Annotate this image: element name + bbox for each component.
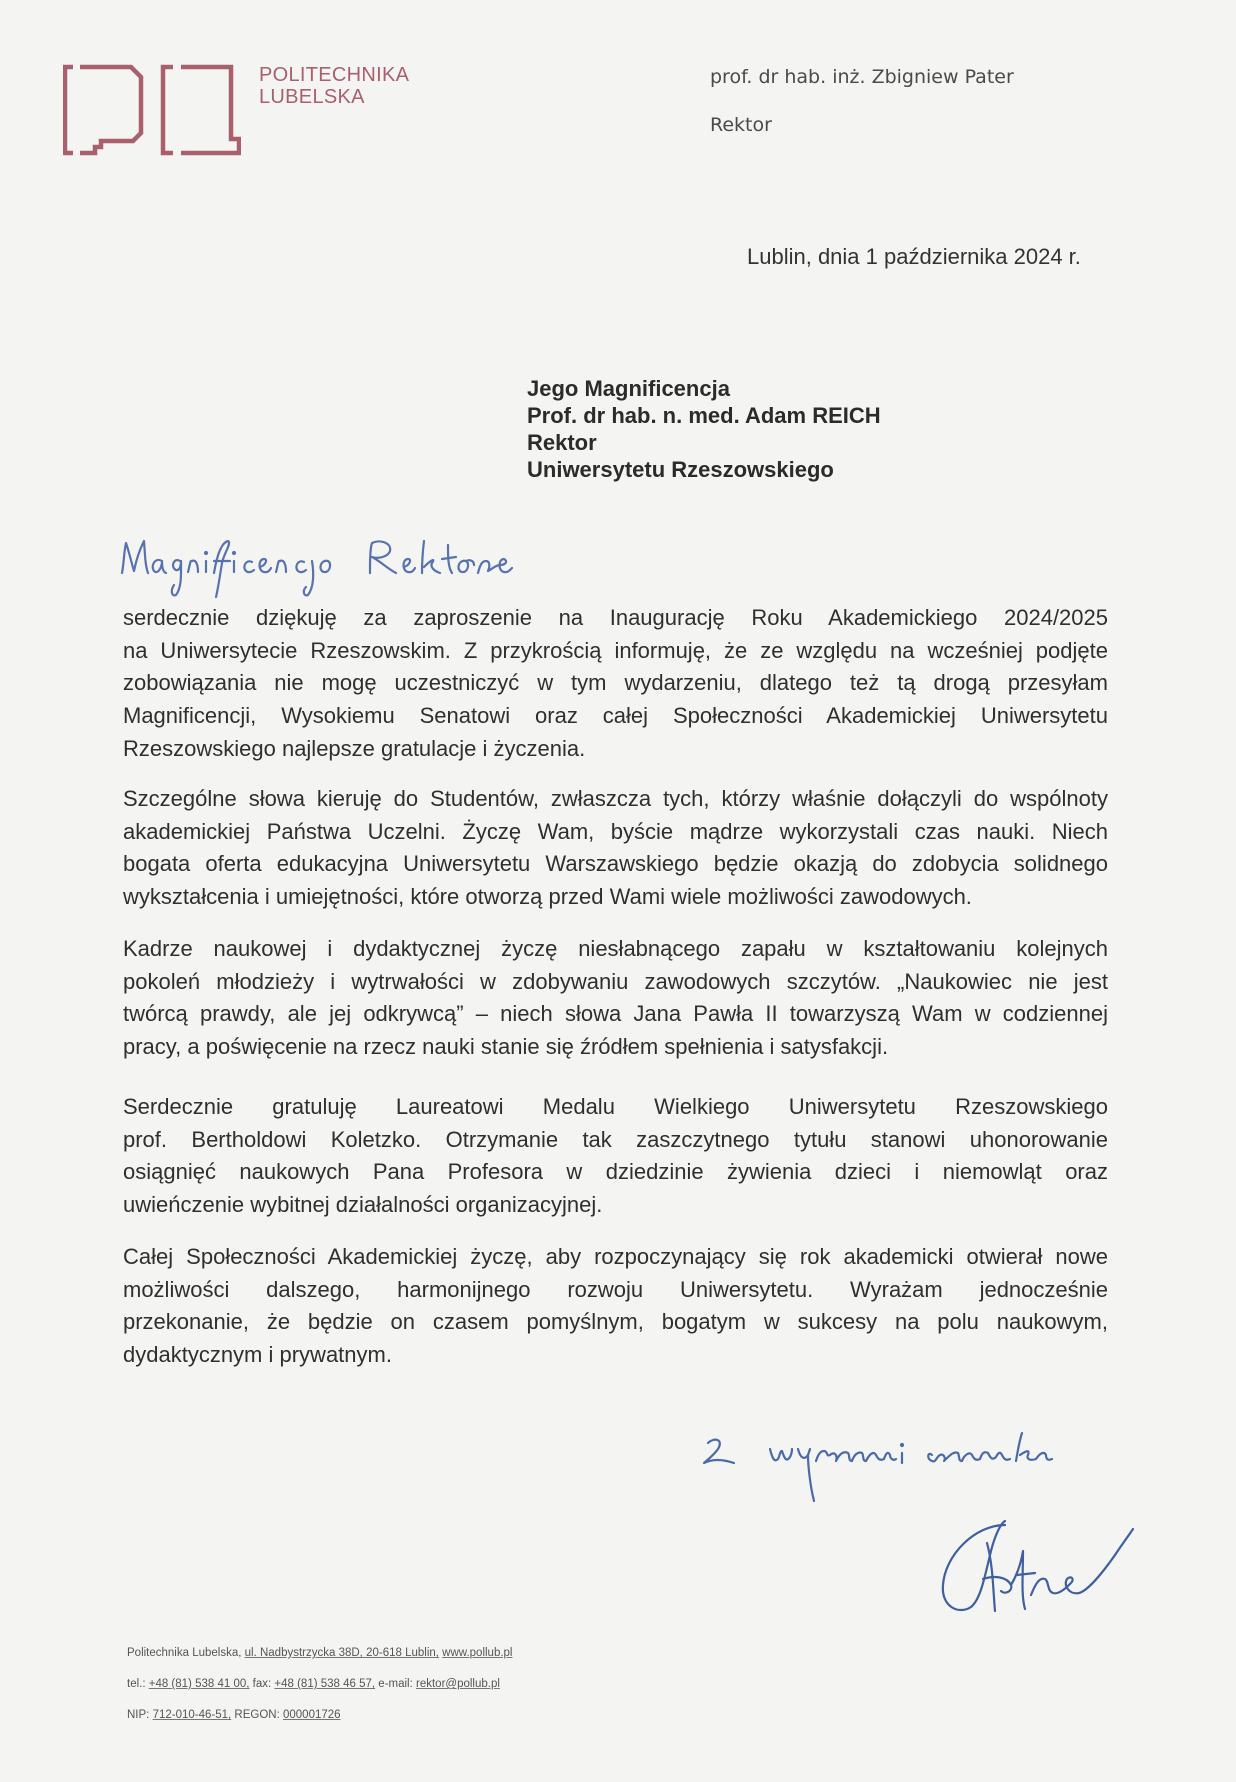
- footer-email-label: e-mail:: [375, 1678, 417, 1690]
- paragraph-line: uwieńczenie wybitnej działalności organizacyjnej.: [123, 1192, 603, 1218]
- handwritten-signature-icon: [935, 1515, 1165, 1625]
- addressee-line: Prof. dr hab. n. med. Adam REICH: [527, 403, 881, 428]
- addressee-line: Jego Magnificencja: [527, 376, 730, 401]
- paragraph-line: twórcą prawdy, ale jej odkrywcą” – niech słowa Jana Pawła II towarzyszą Wam w codziennej: [123, 1001, 1108, 1027]
- date-line: Lublin, dnia 1 października 2024 r.: [747, 244, 1081, 269]
- footer-website-link[interactable]: www.pollub.pl: [442, 1647, 513, 1659]
- paragraph-line: serdecznie dziękuję za zaproszenie na Inaugurację Roku Akademickiego 2024/2025: [123, 605, 1108, 630]
- footer-institution: Politechnika Lubelska,: [127, 1647, 245, 1659]
- paragraph-1: [123, 602, 1108, 765]
- paragraph-line: Serdecznie gratuluję Laureatowi Medalu Wielkiego Uniwersytetu Rzeszowskiego: [123, 1094, 1108, 1119]
- handwritten-salutation: [118, 535, 578, 605]
- footer-email-link[interactable]: rektor@pollub.pl: [416, 1678, 500, 1690]
- addressee-line: Uniwersytetu Rzeszowskiego: [527, 457, 834, 482]
- institution-name: [259, 64, 409, 108]
- footer-fax-label: fax:: [249, 1678, 275, 1690]
- footer-address: ul. Nadbystrzycka 38D, 20-618 Lublin,: [244, 1647, 439, 1659]
- footer-tel-label: tel.:: [127, 1678, 149, 1690]
- paragraph-line: pracy, a poświęcenie na rzecz nauki stanie się źródłem spełnienia i satysfakcji.: [123, 1034, 889, 1060]
- paragraph-line: możliwości dalszego, harmonijnego rozwoju Uniwersytetu. Wyrażam jednocześnie: [123, 1276, 1108, 1302]
- footer-regon: 000001726: [282, 1709, 341, 1721]
- footer-address-line: [127, 1647, 513, 1678]
- sender-title: Rektor: [710, 114, 772, 136]
- paragraph-line: prof. Bertholdowi Koletzko. Otrzymanie tak zaszczytnego tytułu stanowi uhonorowanie: [123, 1126, 1108, 1152]
- paragraph-3: [123, 933, 1108, 1064]
- paragraph-line: wykształcenia i umiejętności, które otworzą przed Wami wiele możliwości zawodowych.: [123, 884, 972, 910]
- footer-fax: +48 (81) 538 46 57,: [274, 1678, 376, 1690]
- handwritten-closing: [700, 1425, 1170, 1515]
- footer: [127, 1647, 513, 1740]
- paragraph-line: Rzeszowskiego najlepsze gratulacje i życzenia.: [123, 735, 586, 761]
- institution-name-line2: LUBELSKA: [259, 86, 365, 108]
- paragraph-line: Szczególne słowa kieruję do Studentów, zwłaszcza tych, którzy właśnie dołączyli do wspólnoty: [123, 786, 1108, 811]
- politechnika-lubelska-logo-icon: [63, 63, 241, 157]
- paragraph-line: Magnificencji, Wysokiemu Senatowi oraz całej Społeczności Akademickiej Uniwersytetu: [123, 703, 1108, 729]
- paragraph-line: zobowiązania nie mogę uczestniczyć w tym wydarzeniu, dlatego też tą drogą przesyłam: [123, 670, 1108, 696]
- paragraph-line: pokoleń młodzieży i wytrwałości w zdobywaniu zawodowych szczytów. „Naukowiec nie jest: [123, 968, 1108, 994]
- footer-tel: +48 (81) 538 41 00,: [148, 1678, 250, 1690]
- institution-name-line1: POLITECHNIKA: [259, 64, 410, 86]
- paragraph-line: osiągnięć naukowych Pana Profesora w dziedzinie żywienia dzieci i niemowląt oraz: [123, 1159, 1108, 1185]
- paragraph-line: akademickiej Państwa Uczelni. Życzę Wam, byście mądrze wykorzystali czas nauki. Niech: [123, 818, 1108, 844]
- footer-contact-line: [127, 1678, 513, 1709]
- paragraph-5: [123, 1241, 1108, 1372]
- paragraph-line: przekonanie, że będzie on czasem pomyślnym, bogatym w sukcesy na polu naukowym,: [123, 1309, 1108, 1335]
- paragraph-line: Kadrze naukowej i dydaktycznej życzę niesłabnącego zapału w kształtowaniu kolejnych: [123, 936, 1108, 961]
- addressee-block: [527, 375, 881, 483]
- paragraph-2: [123, 783, 1108, 914]
- sender-name: prof. dr hab. inż. Zbigniew Pater: [710, 66, 1014, 88]
- paragraph-line: Całej Społeczności Akademickiej życzę, aby rozpoczynający się rok akademicki otwierał nowe: [123, 1244, 1108, 1269]
- paragraph-line: bogata oferta edukacyjna Uniwersytetu Warszawskiego będzie okazją do zdobycia solidnego: [123, 851, 1108, 877]
- footer-regon-label: REGON:: [231, 1709, 283, 1721]
- paragraph-line: dydaktycznym i prywatnym.: [123, 1342, 392, 1368]
- paragraph-line: na Uniwersytecie Rzeszowskim. Z przykrością informuję, że ze względu na wcześniej podjęte: [123, 637, 1108, 663]
- footer-ids-line: [127, 1709, 513, 1740]
- addressee-line: Rektor: [527, 430, 597, 455]
- footer-nip-label: NIP:: [127, 1709, 153, 1721]
- footer-nip: 712-010-46-51,: [152, 1709, 232, 1721]
- paragraph-4: [123, 1091, 1108, 1222]
